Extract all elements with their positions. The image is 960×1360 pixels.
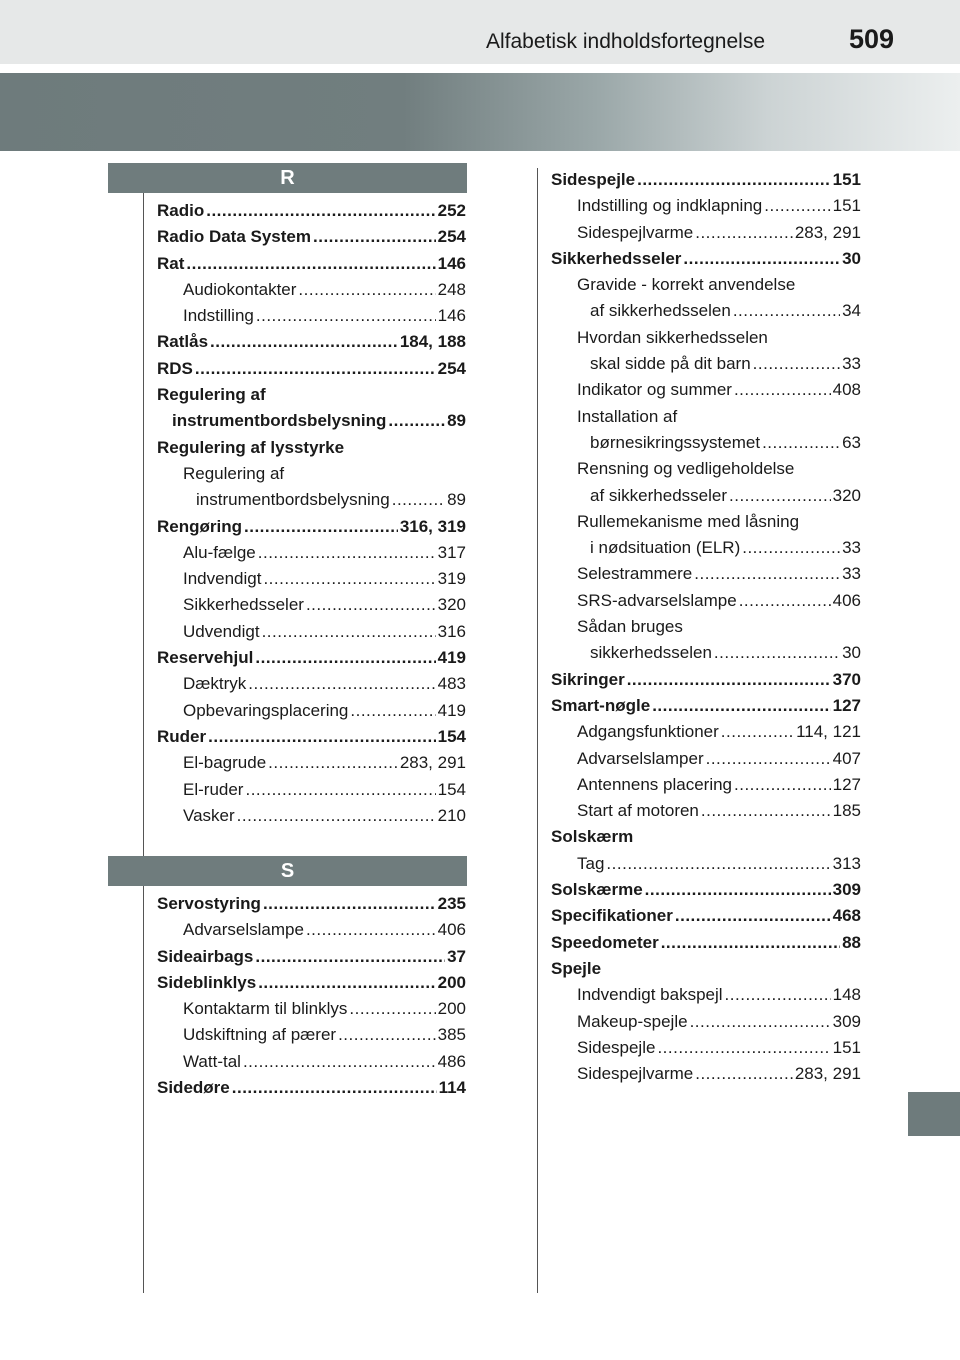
index-entry-term: Speedometer	[551, 932, 659, 952]
index-entry-term: Gravide - korrekt anvendelse	[577, 275, 796, 295]
index-entry-term: El-bagrude	[183, 753, 267, 773]
dot-leader	[245, 777, 435, 803]
index-entry-term: Rullemekanisme med låsning	[577, 511, 800, 531]
index-entry	[157, 540, 466, 566]
index-entry-page[interactable]: 283, 291	[794, 1064, 861, 1084]
index-entry-page[interactable]: 408	[832, 380, 861, 400]
index-entry-page[interactable]: 317	[437, 542, 466, 562]
dot-leader	[263, 566, 435, 592]
index-entry-term: Sådan bruges	[577, 617, 683, 637]
index-entry-page[interactable]: 88	[842, 932, 861, 952]
index-entry	[157, 382, 466, 408]
index-entry	[551, 220, 861, 246]
index-entry	[551, 1061, 861, 1087]
index-entry-page[interactable]: 254	[437, 358, 466, 378]
index-entry-term: af sikkerhedsselen	[590, 301, 731, 321]
index-entry	[157, 592, 466, 618]
dot-leader	[734, 377, 831, 403]
index-entry	[551, 456, 861, 482]
index-entry-page[interactable]: 37	[447, 946, 466, 966]
index-entry-term: Indstilling og indklapning	[577, 196, 763, 216]
index-entry	[157, 724, 466, 750]
index-entry-page[interactable]: 33	[842, 564, 861, 584]
index-entry-term: El-ruder	[183, 779, 244, 799]
index-entry-term: Antennens placering	[577, 774, 733, 794]
index-entry	[551, 483, 861, 509]
index-entry-term: Sikringer	[551, 669, 625, 689]
index-entry-page[interactable]: 313	[832, 853, 861, 873]
index-entry-page[interactable]: 127	[832, 774, 861, 794]
index-entry-term: Installation af	[577, 406, 678, 426]
index-entry	[551, 824, 861, 850]
index-entry	[157, 698, 466, 724]
header-strip	[0, 0, 960, 64]
dot-leader	[237, 803, 436, 829]
index-entry-page[interactable]: 63	[842, 432, 861, 452]
index-entry-term: Ratlås	[157, 332, 209, 352]
dot-leader	[258, 540, 436, 566]
index-entry-page[interactable]: 468	[832, 906, 861, 926]
index-entry	[551, 377, 861, 403]
dot-leader	[675, 903, 831, 929]
index-entry-page[interactable]: 151	[832, 1037, 861, 1057]
index-entry-page[interactable]: 319	[437, 569, 466, 589]
dot-leader	[195, 356, 436, 382]
index-entry-page[interactable]: 407	[832, 748, 861, 768]
dot-leader	[725, 982, 831, 1008]
index-entry-term: Adgangsfunktioner	[577, 722, 719, 742]
index-entry-page[interactable]: 235	[437, 894, 466, 913]
index-entry-term: skal sidde på dit barn	[590, 354, 751, 374]
dot-leader	[733, 298, 840, 324]
index-entry-page[interactable]: 254	[437, 227, 466, 247]
thumb-index-tab[interactable]	[908, 1092, 960, 1136]
page-header-title: Alfabetisk indholdsfortegnelse	[485, 30, 765, 53]
dot-leader	[701, 798, 831, 824]
index-entry	[551, 193, 861, 219]
index-entry-page[interactable]: 89	[447, 490, 466, 510]
dot-leader	[256, 303, 436, 329]
dot-leader	[729, 483, 831, 509]
index-entry-page[interactable]: 283, 291	[794, 222, 861, 242]
index-entry	[157, 356, 466, 382]
index-entry-term: Udvendigt	[183, 621, 260, 641]
index-entry-term: sikkerhedsselen	[590, 643, 712, 663]
index-entry	[551, 930, 861, 956]
index-entry	[157, 970, 466, 996]
dot-leader	[243, 1049, 436, 1075]
index-entry-page[interactable]: 316	[437, 621, 466, 641]
index-entry-term: Alu-fælge	[183, 542, 256, 562]
index-entry-term: Smart-nøgle	[551, 695, 651, 715]
index-entry	[551, 693, 861, 719]
index-entry-page[interactable]: 309	[832, 1011, 861, 1031]
index-entry-page[interactable]: 200	[437, 999, 466, 1019]
index-entry	[157, 803, 466, 829]
index-entry-page[interactable]: 30	[842, 248, 861, 268]
index-entry	[157, 198, 466, 224]
index-entry-page[interactable]: 210	[437, 805, 466, 825]
index-entry	[157, 944, 466, 970]
index-entry	[157, 645, 466, 671]
index-entry-term: Sikkerhedsseler	[183, 595, 304, 615]
index-entry-page[interactable]: 406	[832, 590, 861, 610]
dot-leader	[306, 592, 436, 618]
dot-leader	[392, 487, 445, 513]
index-entry	[157, 996, 466, 1022]
index-entry-term: Audiokontakter	[183, 279, 297, 299]
index-entry-term: Sidespejle	[577, 1037, 656, 1057]
index-entry	[551, 982, 861, 1008]
dot-leader	[695, 1061, 793, 1087]
index-entry	[157, 435, 466, 461]
dot-leader	[694, 561, 840, 587]
index-entry-page[interactable]: 154	[437, 779, 466, 799]
index-entry-page[interactable]: 151	[832, 170, 861, 189]
dot-leader	[661, 930, 840, 956]
page-number: 509	[848, 24, 894, 54]
dot-leader	[338, 1022, 436, 1048]
index-entry	[157, 1022, 466, 1048]
dot-leader	[255, 944, 445, 970]
index-entry	[551, 798, 861, 824]
dot-leader	[606, 851, 830, 877]
index-entry-page[interactable]: 146	[437, 306, 466, 326]
dot-leader	[262, 619, 436, 645]
index-entry	[157, 1075, 466, 1101]
dot-leader	[721, 719, 794, 745]
index-entry	[157, 277, 466, 303]
index-list-r	[157, 198, 466, 829]
index-entry-term: Sideblinklys	[157, 972, 257, 992]
index-entry-page[interactable]: 283, 291	[399, 753, 466, 773]
index-entry	[551, 246, 861, 272]
index-entry-term: Advarselslamper	[577, 748, 704, 768]
index-entry-page[interactable]: 33	[842, 354, 861, 374]
dot-leader	[657, 1035, 830, 1061]
index-entry-term: Indikator og summer	[577, 380, 732, 400]
index-entry-term: Kontaktarm til blinklys	[183, 999, 348, 1019]
index-entry-term: Tag	[577, 853, 605, 873]
dot-leader	[206, 198, 435, 224]
index-entry	[157, 251, 466, 277]
index-entry	[551, 614, 861, 640]
index-entry	[551, 272, 861, 298]
index-entry-page[interactable]: 486	[437, 1051, 466, 1071]
index-entry-term: Regulering af	[157, 385, 266, 405]
index-entry-page[interactable]: 114	[438, 1078, 466, 1098]
index-entry	[551, 351, 861, 377]
index-entry	[157, 671, 466, 697]
dot-leader	[683, 246, 840, 272]
dot-leader	[313, 224, 436, 250]
index-entry-page[interactable]: 34	[842, 301, 861, 321]
index-entry	[551, 167, 861, 193]
index-entry-page[interactable]: 151	[832, 196, 861, 216]
index-entry-page[interactable]: 148	[832, 985, 861, 1005]
dot-leader	[255, 645, 435, 671]
index-entry	[157, 408, 466, 434]
index-list-right	[551, 167, 861, 1087]
index-entry-term: i nødsituation (ELR)	[590, 538, 741, 558]
right-column-divider	[537, 168, 538, 1293]
dot-leader	[208, 724, 436, 750]
index-entry	[551, 325, 861, 351]
index-entry-term: Specifikationer	[551, 906, 673, 926]
index-entry	[551, 877, 861, 903]
index-entry-page[interactable]: 483	[437, 674, 466, 694]
index-entry-term: Opbevaringsplacering	[183, 700, 349, 720]
index-entry	[157, 303, 466, 329]
index-entry-page[interactable]: 316, 319	[399, 516, 466, 536]
index-entry	[551, 719, 861, 745]
index-entry	[551, 956, 861, 982]
index-entry-page[interactable]: 370	[832, 669, 861, 689]
index-entry-page[interactable]: 30	[842, 643, 861, 663]
index-entry	[157, 566, 466, 592]
index-entry-term: Sidespejlvarme	[577, 1064, 694, 1084]
index-entry-term: af sikkerhedsseler	[590, 485, 728, 505]
index-entry	[157, 487, 466, 513]
index-entry-term: Sidespejle	[551, 170, 636, 189]
index-entry-term: Regulering af lysstyrke	[157, 437, 345, 457]
index-entry	[551, 1035, 861, 1061]
index-entry	[551, 640, 861, 666]
dot-leader	[298, 277, 435, 303]
dot-leader	[706, 746, 831, 772]
index-entry	[157, 891, 466, 917]
index-entry-term: Indstilling	[183, 306, 254, 326]
index-entry	[551, 588, 861, 614]
index-entry-term: SRS-advarselslampe	[577, 590, 737, 610]
dot-leader	[186, 251, 435, 277]
index-entry	[157, 1049, 466, 1075]
index-entry-term: Hvordan sikkerhedsselen	[577, 327, 768, 347]
header-banner	[0, 73, 960, 151]
index-entry-page[interactable]: 127	[832, 695, 861, 715]
index-entry	[551, 509, 861, 535]
index-entry-term: Solskærme	[551, 880, 643, 900]
section-header-s: S	[108, 856, 467, 886]
dot-leader	[263, 891, 436, 917]
index-entry-term: Vasker	[183, 805, 235, 825]
dot-leader	[739, 588, 831, 614]
index-entry	[551, 1009, 861, 1035]
index-entry-page[interactable]: 114, 121	[796, 722, 861, 742]
index-entry	[157, 461, 466, 487]
index-entry	[157, 329, 466, 355]
dot-leader	[695, 220, 793, 246]
dot-leader	[306, 917, 436, 943]
index-entry-term: Solskærm	[551, 827, 634, 847]
index-entry-page[interactable]: 146	[437, 253, 466, 273]
index-entry	[551, 298, 861, 324]
index-entry-term: Rat	[157, 253, 185, 273]
index-entry	[551, 404, 861, 430]
index-entry-term: Udskiftning af pærer	[183, 1025, 337, 1045]
index-entry-term: Sikkerhedsseler	[551, 248, 682, 268]
index-entry	[551, 561, 861, 587]
index-entry-page[interactable]: 419	[437, 648, 466, 668]
index-entry-term: Selestrammere	[577, 564, 693, 584]
index-entry-term: Rengøring	[157, 516, 242, 536]
index-entry-page[interactable]: 309	[832, 880, 861, 900]
index-entry-page[interactable]: 419	[437, 700, 466, 720]
dot-leader	[637, 167, 831, 193]
index-entry-term: Servostyring	[157, 894, 261, 913]
index-entry	[551, 430, 861, 456]
index-entry-page[interactable]: 385	[437, 1025, 466, 1045]
index-entry-page[interactable]: 248	[437, 279, 466, 299]
index-entry-page[interactable]: 33	[842, 538, 861, 558]
index-entry-page[interactable]: 406	[437, 920, 466, 940]
dot-leader	[714, 640, 840, 666]
dot-leader	[210, 329, 398, 355]
index-entry-term: instrumentbordsbelysning	[196, 490, 390, 510]
index-entry-term: Reservehjul	[157, 648, 254, 668]
index-entry-term: Radio Data System	[157, 227, 311, 247]
dot-leader	[742, 535, 840, 561]
dot-leader	[753, 351, 840, 377]
dot-leader	[388, 408, 445, 434]
index-entry-term: Watt-tal	[183, 1051, 241, 1071]
dot-leader	[652, 693, 830, 719]
index-list-s	[157, 891, 466, 1101]
dot-leader	[762, 430, 840, 456]
dot-leader	[232, 1075, 437, 1101]
dot-leader	[627, 667, 831, 693]
index-entry-term: Makeup-spejle	[577, 1011, 688, 1031]
index-entry-term: Sideairbags	[157, 946, 254, 966]
dot-leader	[248, 671, 435, 697]
dot-leader	[645, 877, 831, 903]
index-entry	[157, 224, 466, 250]
index-entry-page[interactable]: 200	[437, 972, 466, 992]
index-entry-page[interactable]: 320	[832, 485, 861, 505]
index-entry-term: Ruder	[157, 726, 207, 746]
dot-leader	[244, 514, 398, 540]
section-header-r: R	[108, 163, 467, 193]
dot-leader	[350, 698, 435, 724]
index-entry	[157, 619, 466, 645]
index-entry	[551, 746, 861, 772]
index-entry-page[interactable]: 252	[437, 201, 466, 220]
index-entry-page[interactable]: 320	[437, 595, 466, 615]
left-column-divider	[143, 193, 144, 1293]
index-entry-term: Indvendigt	[183, 569, 262, 589]
dot-leader	[258, 970, 435, 996]
dot-leader	[764, 193, 830, 219]
index-entry-term: Sidedøre	[157, 1078, 230, 1098]
index-entry	[551, 772, 861, 798]
index-entry-term: Radio	[157, 201, 205, 220]
index-entry-term: Rensning og vedligeholdelse	[577, 459, 795, 479]
index-entry-page[interactable]: 185	[832, 801, 861, 821]
dot-leader	[349, 996, 435, 1022]
index-entry	[157, 750, 466, 776]
index-entry-page[interactable]: 184, 188	[399, 332, 466, 352]
dot-leader	[734, 772, 831, 798]
index-entry	[551, 535, 861, 561]
dot-leader	[690, 1009, 831, 1035]
index-entry-term: børnesikringssystemet	[590, 432, 761, 452]
dot-leader	[268, 750, 398, 776]
index-entry-term: RDS	[157, 358, 193, 378]
index-entry	[551, 851, 861, 877]
index-entry-term: Start af motoren	[577, 801, 699, 821]
index-entry-page[interactable]: 154	[437, 726, 466, 746]
index-entry-term: Spejle	[551, 958, 602, 978]
index-entry-term: instrumentbordsbelysning	[172, 411, 387, 431]
index-entry	[157, 917, 466, 943]
index-entry	[551, 903, 861, 929]
index-entry-term: Regulering af	[183, 463, 285, 483]
index-entry	[157, 514, 466, 540]
index-entry-term: Dæktryk	[183, 674, 247, 694]
index-entry-term: Indvendigt bakspejl	[577, 985, 723, 1005]
index-entry-term: Advarselslampe	[183, 920, 304, 940]
index-entry-page[interactable]: 89	[447, 411, 466, 431]
index-entry	[157, 777, 466, 803]
index-entry	[551, 667, 861, 693]
index-entry-term: Sidespejlvarme	[577, 222, 694, 242]
